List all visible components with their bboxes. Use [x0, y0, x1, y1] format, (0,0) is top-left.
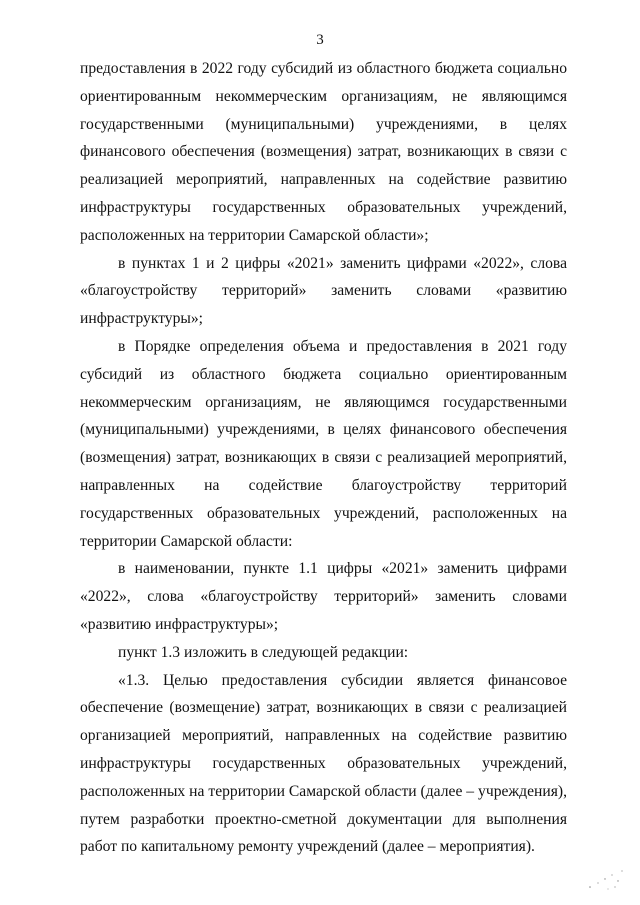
page-number: 3 [316, 32, 324, 48]
paragraph-intro-continuation: предоставления в 2022 году субсидий из областного бюджета социально ориентированным некоммерческим организациям, не являющимся государственными (муниципальными) учреждениями, в целях финансового обеспечения (возмещения) затрат, возникающих в связи с реализацией мероприятий, направленных на содействие развитию инфраструктуры государственных образовательных учреждений, расположенных на территории Самарской области»; [80, 60, 567, 244]
paragraph-title-amendment: в наименовании, пункте 1.1 цифры «2021» заменить цифрами «2022», слова «благоустройству территорий» заменить словами «развитию инфраструктуры»; [80, 560, 567, 633]
scan-noise-decoration [570, 857, 630, 897]
document-body [80, 55, 567, 861]
paragraph-procedure: в Порядке определения объема и предоставления в 2021 году субсидий из областного бюджета социально ориентированным некоммерческим организациям, не являющимся государственными (муниципальными) учреждениями, в целях финансового обеспечения (возмещения) затрат, возникающих в связи с реализацией мероприятий, направленных на содействие благоустройству территорий государственных образовательных учреждений, расположенных на территории Самарской области: [80, 337, 567, 550]
paragraph-point-1-3-text: «1.3. Целью предоставления субсидии является финансовое обеспечение (возмещение) затрат, возникающих в связи с реализацией организацией мероприятий, направленных на содействие развитию инфраструктуры государственных образовательных учреждений, расположенных на территории Самарской области (далее – учреждения), путем разработки проектно-сметной документации для выполнения работ по капитальному ремонту учреждений (далее – мероприятия). [80, 671, 567, 856]
paragraph-points-1-2: в пунктах 1 и 2 цифры «2021» заменить цифрами «2022», слова «благоустройству территорий» заменить словами «развитию инфраструктуры»; [80, 254, 567, 328]
paragraph-point-1-3-intro: пункт 1.3 изложить в следующей редакции: [118, 643, 409, 661]
